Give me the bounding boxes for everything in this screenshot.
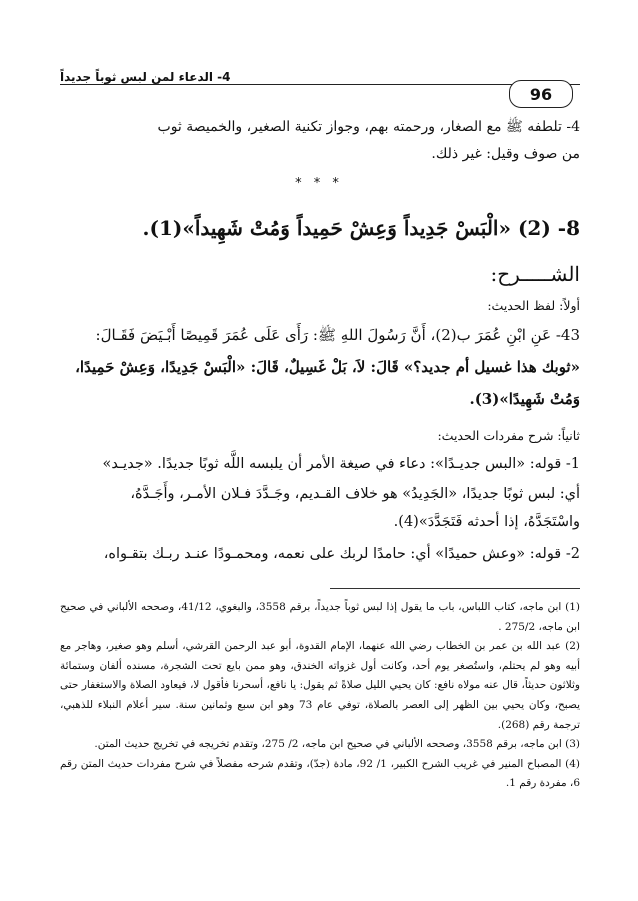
footnote-1: (1) ابن ماجه، كتاب اللباس، باب ما يقول إذا لبس ثوباً جديداً، برقم 3558، والبغوي، 41/12، وصححه الألباني في صحيح ابن ماجه، 275/2 . xyxy=(60,601,580,633)
header-rule xyxy=(60,84,580,85)
page-number: 96 xyxy=(529,84,553,104)
explanation-1-line-2: أي: لبس ثوبًا جديدًا، «الجَدِيدُ» هو خلاف القـديم، وجَـدَّدَ فـلان الأمـر، وأَجَـدَّهُ، xyxy=(130,486,580,502)
footnote-3: (3) ابن ماجه، برقم 3558، وصححه الألباني في صحيح ابن ماجه، 2/ 275، وتقدم تخريجه في تخريج حديث المتن. xyxy=(94,738,580,751)
intro-line-1: 4- تلطفه ﷺ مع الصغار، ورحمته بهم، وجواز تكنية الصغير، والخميصة ثوب xyxy=(157,119,580,135)
explanation-1-line-3: واسْتَجَدَّهُ، إذا أحدثه فَتَجَدَّدَ»(4). xyxy=(393,514,580,530)
footnote-rule xyxy=(330,588,580,589)
footnote-4: (4) المصباح المنير في غريب الشرح الكبير، 1/ 92، مادة (جدّ)، وتقدم شرحه مفصلاً في شرح مفردات حديث المتن رقم 6، مفردة رقم 1. xyxy=(60,757,580,790)
first-subheading: أولاً: لفظ الحديث: xyxy=(487,298,580,313)
footnotes xyxy=(60,598,580,794)
page-number-badge xyxy=(509,80,573,108)
sharh-heading: الشـــــرح: xyxy=(490,262,580,286)
hadith-text-line-3: وَمُتْ شَهِيدًا»(3). xyxy=(469,390,580,408)
explanation-1-line-1: 1- قوله: «البس جديـدًا»: دعاء في صيغة الأمر أن يلبسه اللَّه ثوبًا جديدًا. «جديـد» xyxy=(102,456,580,472)
hadith-text-line-1: 43- عَنِ ابْنِ عُمَرَ ب(2)، أَنَّ رَسُولَ اللهِ ﷺ: رَأَى عَلَى عُمَرَ قَمِيصًا أَبْـيَضَ فَقَـالَ: xyxy=(95,326,580,344)
running-title: 4- الدعاء لمن لبس ثوباً جديداً xyxy=(60,70,231,84)
hadith-title: 8- (2) «الْبَسْ جَدِيداً وَعِشْ حَمِيداً وَمُتْ شَهِيداً»(1). xyxy=(142,216,580,240)
second-subheading: ثانياً: شرح مفردات الحديث: xyxy=(437,428,580,443)
explanation-2-line-1: 2- قوله: «وعش حميدًا» أي: حامدًا لربك على نعمه، ومحمـودًا عنـد ربـك بتقـواه، xyxy=(103,546,580,562)
hadith-text-line-2: «ثوبك هذا غسيل أم جديد؟» قَالَ: لاَ، بَلْ غَسِيلٌ، قَالَ: «الْبَسْ جَدِيدًا، وَعِشْ حَمِيدًا، xyxy=(75,358,580,376)
intro-line-2: من صوف وقيل: غير ذلك. xyxy=(431,146,580,162)
section-separator: * * * xyxy=(295,176,343,191)
footnote-2: (2) عبد الله بن عمر بن الخطاب رضي الله عنهما، الإمام القدوة، أبو عبد الرحمن القرشي، أسلم وهو صغير، وهاجر مع أبيه وهو لم يحتلم، واستُصغر يوم أحد، وكانت أول غزواته الخندق، وهو ممن بايع تحت الشجرة، مسنده ألفان وستمائة وثلاثون حديثاً، قال عنه مولاه نافع: كان يحيي الليل صلاةً ثم يقول: يا نافع، أسحرنا فأقول لا، فيعاود الصلاة والاستغفار حتى يصبح، وكان يحيي بين الظهر إلى العصر بالصلاة، توفي عام 73 وهو ابن سبع وثمانين سنة. سير أعلام النبلاء للذهبي، ترجمة رقم (268). xyxy=(60,640,580,731)
